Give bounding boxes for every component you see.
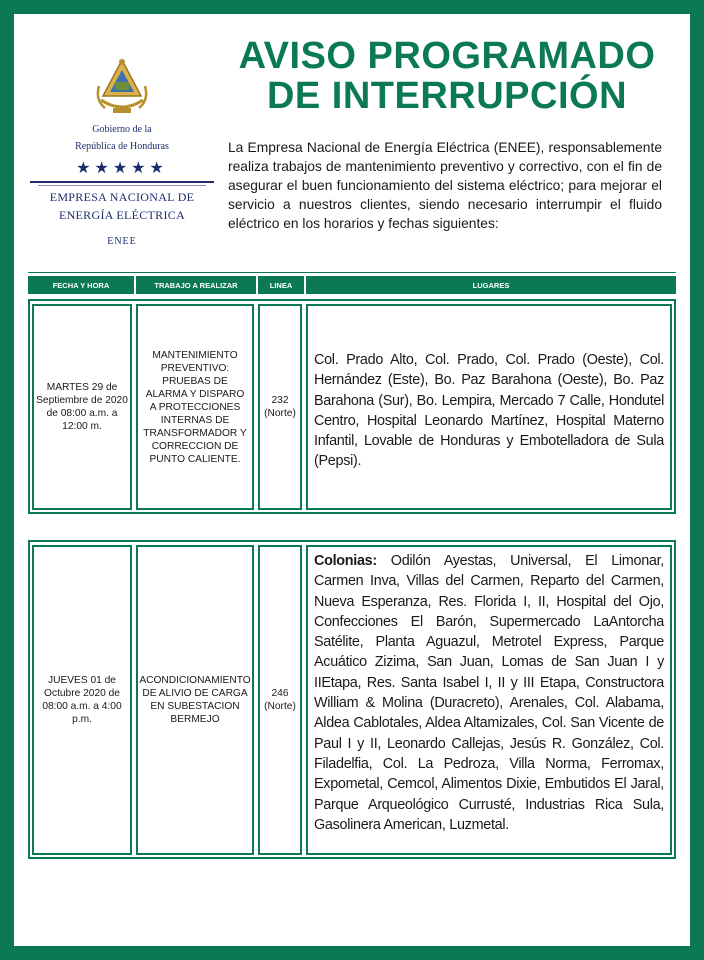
row2-lugares-label: Colonias: <box>314 553 377 569</box>
page-title <box>222 36 672 116</box>
header-lugares: LUGARES <box>306 276 676 294</box>
company-line-2: ENERGÍA ELÉCTRICA <box>58 208 186 222</box>
header-linea: LINEA <box>258 276 304 294</box>
company-line-1: EMPRESA NACIONAL DE <box>49 190 195 204</box>
row2-fecha: JUEVES 01 de Octubre 2020 de 08:00 a.m. a 4:00 p.m. <box>32 545 132 855</box>
row2-linea-number: 246 <box>271 688 289 699</box>
header-rule <box>28 272 676 273</box>
coat-of-arms-icon <box>95 56 149 118</box>
row1-trabajo: MANTENIMIENTO PREVENTIVO: PRUEBAS DE ALARMA Y DISPARO A PROTECCIONES INTERNAS DE TRANSFORMADOR Y CORRECCION DE PUNTO CALIENTE. <box>136 304 254 510</box>
title-line-1: AVISO PROGRAMADO <box>238 35 656 77</box>
header-fecha: FECHA Y HORA <box>28 276 134 294</box>
intro-paragraph: La Empresa Nacional de Energía Eléctrica (ENEE), responsablemente realiza trabajos de mantenimiento preventivo y correctivo, con el fin de asegurar el buen funcionamiento del sistema eléctrico; para mejorar el servicio a nuestros clientes, siendo necesario interrumpir el fluido eléctrico en los horarios y fechas siguientes: <box>228 140 662 231</box>
row1-linea-zone: (Norte) <box>264 408 296 419</box>
row2-linea-zone: (Norte) <box>264 701 296 712</box>
logo-stripe <box>30 181 214 183</box>
gov-line-2: República de Honduras <box>75 141 169 152</box>
company-abbr: ENEE <box>107 236 137 247</box>
row1-lugares <box>306 304 672 510</box>
stars-icon: ★★★★★ <box>76 160 168 177</box>
enee-logo <box>24 56 220 247</box>
row1-linea <box>258 304 302 510</box>
row2-lugares <box>306 545 672 855</box>
title-line-2: DE INTERRUPCIÓN <box>266 75 628 117</box>
row2-lugares-text: Odilón Ayestas, Universal, El Limonar, Carmen Inva, Villas del Carmen, Reparto del Carmen, Nueva Esperanza, Res. Florida I, II, Hospital del Ojo, Confecciones El Barón, Supermercado LaAntorcha Satélite, Planta Aguazul, Metrotel Express, Parque Acuático Zizima, San Juan, Lomas de San Juan I y IIEtapa, Res. Santa Isabel I, II y III Etapa, Constructora William & Molina (Duracreto), Arenales, Col. Alabama, Aldea Cablotales, Aldea Altamizales, Col. San Vicente de Paul I y II, Leonardo Callejas, Jesús R. González, Col. Filadelfia, Col. La Pedroza, Villa Norma, Ferromax, Expometal, Cemcol, Alimentos Dixie, Embutidos El Jaral, Parque Arqueológico Currusté, Industrias Rica Sula, Gasolinera American, Luzmetal. <box>314 553 665 833</box>
row1-linea-number: 232 <box>271 395 289 406</box>
header-trabajo: TRABAJO A REALIZAR <box>136 276 256 294</box>
row2-trabajo: ACONDICIONAMIENTO DE ALIVIO DE CARGA EN SUBESTACION BERMEJO <box>136 545 254 855</box>
row1-fecha: MARTES 29 de Septiembre de 2020 de 08:00 a.m. a 12:00 m. <box>32 304 132 510</box>
gov-line-1: Gobierno de la <box>92 124 152 135</box>
row1-lugares-text: Col. Prado Alto, Col. Prado, Col. Prado (Oeste), Col. Hernández (Este), Bo. Paz Barahona (Oeste), Bo. Paz Barahona (Sur), Bo. Lempira, Mercado 7 Calle, Hondutel Centro, Hospital Leonardo Martínez, Hospital Materno Infantil, Lovable de Honduras y Embotelladora de Sula (Pepsi). <box>314 352 664 470</box>
row2-linea <box>258 545 302 855</box>
logo-stripe-thin <box>38 185 206 186</box>
